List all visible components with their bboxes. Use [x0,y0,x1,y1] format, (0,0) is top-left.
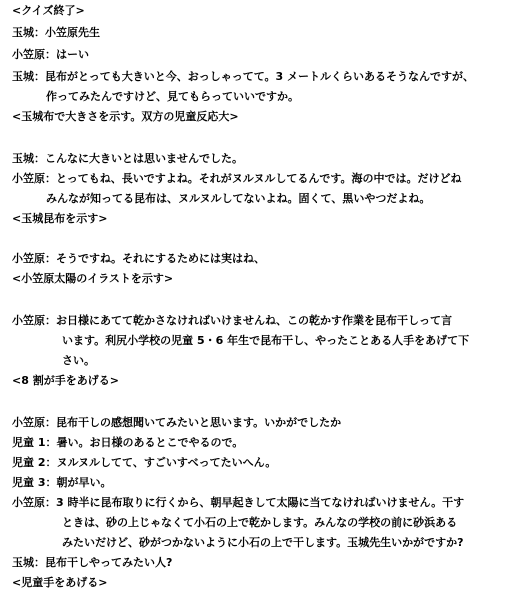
transcript-line: 小笠原：はーい [12,48,89,61]
transcript-line: <小笠原太陽のイラストを示す> [12,272,174,285]
transcript-line: みんなが知ってる昆布は、ヌルヌルしてないよね。固くて、黒いやつだよね。 [46,192,431,205]
transcript-line: 児童 3：朝が早い。 [12,476,112,489]
transcript-line: 児童 1：暑い。お日様のあるとこでやるので。 [12,436,244,449]
transcript-line: 玉城：昆布がとっても大きいと今、おっしゃってて。3 メートルくらいあるそうなんですが、 [12,70,475,83]
transcript-line: <クイズ終了> [12,4,85,17]
transcript-line: さい。 [62,354,95,367]
transcript-line: 小笠原：3 時半に昆布取りに行くから、朝早起きして太陽に当てなければいけません。干す [12,496,465,509]
transcript-line: <玉城昆布を示す> [12,212,108,225]
transcript-line: 児童 2：ヌルヌルしてて、すごいすべってたいへん。 [12,456,277,469]
transcript-line: 小笠原：お日様にあてて乾かさなければいけませんね、この乾かす作業を昆布干しって言 [12,314,452,327]
transcript-line: ときは、砂の上じゃなくて小石の上で乾かします。みんなの学校の前に砂浜ある [62,516,458,529]
transcript-line: 玉城：小笠原先生 [12,26,100,39]
transcript-line: 小笠原：昆布干しの感想聞いてみたいと思います。いかがでしたか [12,416,342,429]
transcript-line: 作ってみたんですけど、見てもらっていいですか。 [46,90,299,103]
transcript-line: みたいだけど、砂がつかないように小石の上で干します。玉城先生いかがですか? [62,536,464,549]
transcript-line: <玉城布で大きさを示す。双方の児童反応大> [12,110,239,123]
transcript-line: <児童手をあげる> [12,576,108,589]
transcript-line: 小笠原：とってもね、長いですよね。それがヌルヌルしてるんです。海の中では。だけどね [12,172,462,185]
transcript-line: 小笠原：そうですね。それにするためには実はね、 [12,252,265,265]
transcript-line: <8 割が手をあげる> [12,374,119,387]
transcript-line: います。利尻小学校の児童 5・6 年生で昆布干し、やったことある人手をあげて下 [62,334,470,347]
transcript-line: 玉城：昆布干しやってみたい人? [12,556,173,569]
transcript-line: 玉城：こんなに大きいとは思いませんでした。 [12,152,243,165]
